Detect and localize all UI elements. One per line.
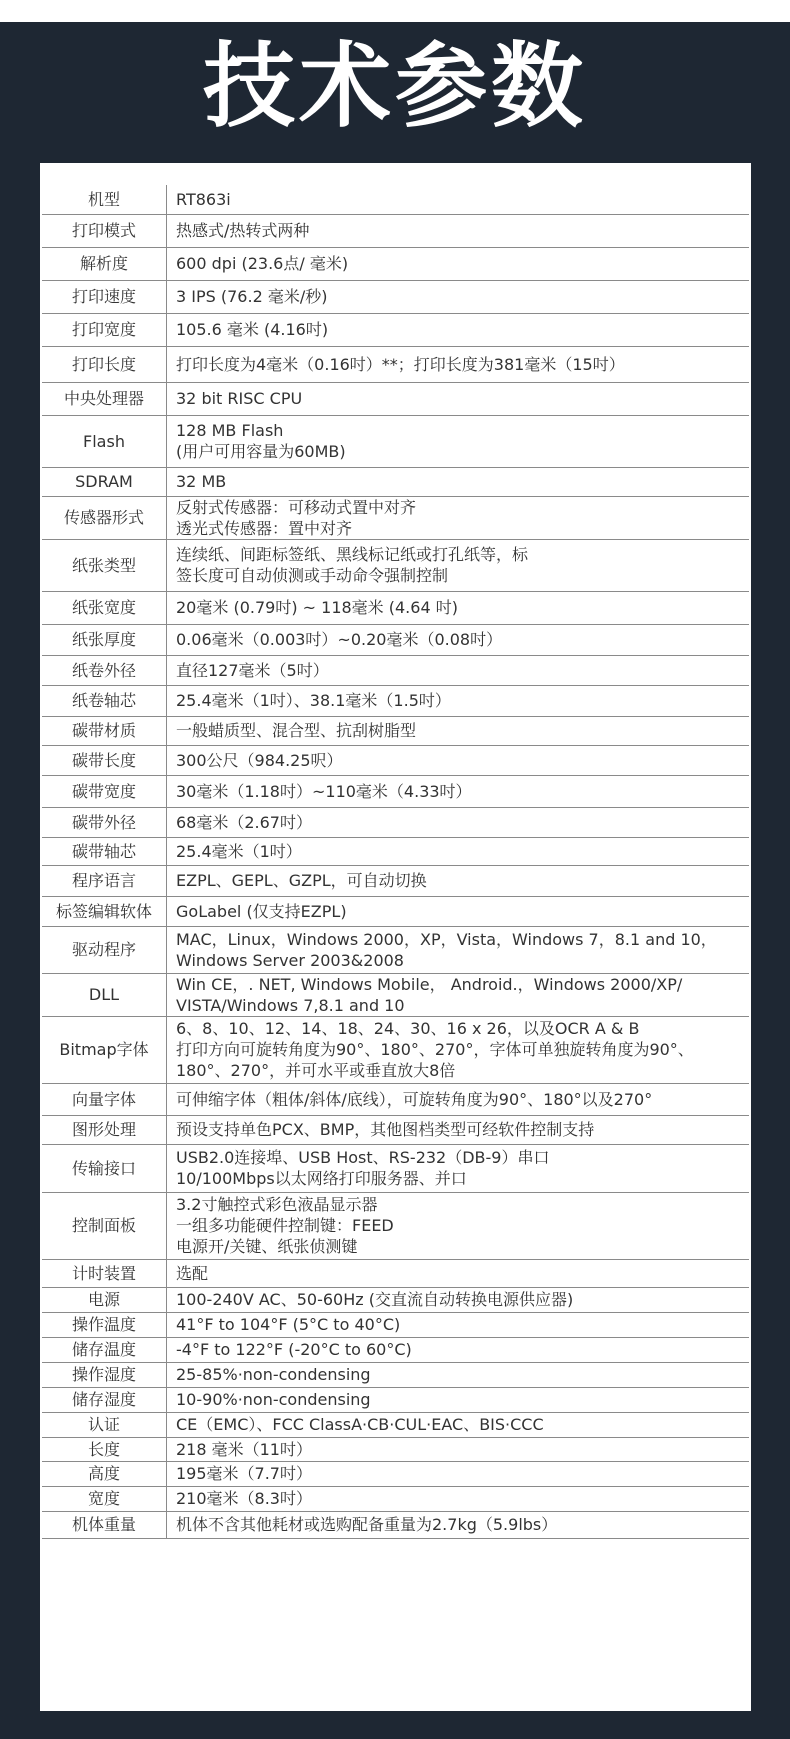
spec-row (42, 1362, 749, 1387)
spec-row (42, 1144, 749, 1192)
spec-value (167, 685, 750, 716)
spec-value (167, 280, 750, 313)
spec-label: 碳带长度 (42, 745, 167, 775)
spec-row (42, 1192, 749, 1259)
spec-value-line: RT863i (176, 189, 231, 209)
spec-row (42, 775, 749, 807)
spec-row (42, 1287, 749, 1312)
spec-value (167, 807, 750, 837)
spec-row (42, 837, 749, 865)
spec-row (42, 1083, 749, 1115)
spec-label: 宽度 (42, 1486, 167, 1511)
spec-value-line: 68毫米（2.67吋） (176, 812, 312, 832)
spec-value (167, 1287, 750, 1312)
spec-label: 碳带材质 (42, 716, 167, 745)
spec-row (42, 214, 749, 247)
spec-row (42, 1016, 749, 1083)
spec-value-line: 一般蜡质型、混合型、抗刮树脂型 (176, 721, 417, 740)
spec-label: 操作湿度 (42, 1362, 167, 1387)
spec-value-line: 10-90%·non-condensing (176, 1390, 371, 1409)
spec-row (42, 346, 749, 382)
spec-row (42, 624, 749, 655)
page-title: 技术参数 (202, 33, 587, 140)
spec-label: 计时装置 (42, 1259, 167, 1287)
spec-label: 驱动程序 (42, 926, 167, 973)
spec-value-line: 连续纸、间距标签纸、黑线标记纸或打孔纸等，标 (176, 545, 529, 564)
spec-row (42, 185, 749, 214)
spec-label: 图形处理 (42, 1115, 167, 1144)
spec-label: 解析度 (42, 247, 167, 280)
spec-label: 中央处理器 (42, 382, 167, 415)
spec-label: 认证 (42, 1412, 167, 1437)
spec-row (42, 1461, 749, 1486)
spec-value (167, 1083, 750, 1115)
spec-value-line: 可伸缩字体（粗体/斜体/底线），可旋转角度为90°、180°以及270° (176, 1089, 653, 1109)
spec-panel (40, 163, 751, 1711)
spec-value-line: 600 dpi (23.6点/ 毫米) (176, 254, 349, 273)
spec-label: Bitmap字体 (42, 1016, 167, 1083)
spec-row (42, 1511, 749, 1538)
spec-label: 纸张宽度 (42, 591, 167, 624)
spec-value-line: Win CE，. NET, Windows Mobile， Android.，Windows 2000/XP/ (176, 974, 683, 994)
spec-value (167, 973, 750, 1016)
spec-label: 纸张类型 (42, 539, 167, 591)
spec-row (42, 1337, 749, 1362)
spec-row (42, 313, 749, 346)
spec-value-line: 打印长度为4毫米（0.16吋）**；打印长度为381毫米（15吋） (176, 354, 625, 374)
spec-row (42, 655, 749, 685)
spec-value (167, 655, 750, 685)
spec-value (167, 1337, 750, 1362)
spec-row (42, 745, 749, 775)
spec-label: 控制面板 (42, 1192, 167, 1259)
spec-value (167, 313, 750, 346)
spec-value (167, 624, 750, 655)
spec-value-line: 机体不含其他耗材或选购配备重量为2.7kg（5.9lbs） (176, 1515, 558, 1534)
spec-label: DLL (42, 973, 167, 1016)
spec-row (42, 280, 749, 313)
spec-value (167, 1412, 750, 1437)
spec-row (42, 1437, 749, 1461)
spec-row (42, 896, 749, 926)
spec-value-line: 32 MB (176, 472, 227, 491)
spec-value-line: 41°F to 104°F (5°C to 40°C) (176, 1315, 401, 1334)
spec-value-line: GoLabel (仅支持EZPL) (176, 901, 347, 921)
spec-value (167, 591, 750, 624)
spec-value-line: VISTA/Windows 7,8.1 and 10 (176, 995, 405, 1015)
spec-label: Flash (42, 415, 167, 467)
spec-value-line: 打印方向可旋转角度为90°、180°、270°，字体可单独旋转角度为90°、 (176, 1040, 694, 1059)
spec-value-line: 6、8、10、12、14、18、24、30、16 x 26，以及OCR A & B (176, 1019, 640, 1038)
spec-row (42, 467, 749, 496)
spec-value (167, 346, 750, 382)
spec-value-line: Windows Server 2003&2008 (176, 950, 404, 970)
spec-value (167, 865, 750, 896)
spec-label: 电源 (42, 1287, 167, 1312)
spec-value-line: 25.4毫米（1吋）、38.1毫米（1.5吋） (176, 691, 451, 710)
spec-row (42, 926, 749, 973)
spec-value (167, 185, 750, 214)
spec-value (167, 1486, 750, 1511)
spec-row (42, 1259, 749, 1287)
spec-label: 打印速度 (42, 280, 167, 313)
spec-label: 打印模式 (42, 214, 167, 247)
spec-value-line: 选配 (176, 1263, 209, 1283)
spec-label: 打印宽度 (42, 313, 167, 346)
spec-row (42, 685, 749, 716)
spec-label: 碳带轴芯 (42, 837, 167, 865)
spec-value (167, 496, 750, 539)
spec-value-line: 10/100Mbps以太网络打印服务器、并口 (176, 1169, 467, 1188)
spec-row (42, 382, 749, 415)
spec-value (167, 1387, 750, 1412)
spec-value-line: 一组多功能硬件控制键：FEED (176, 1216, 394, 1235)
spec-row (42, 1312, 749, 1337)
spec-value-line: 300公尺（984.25呎） (176, 750, 343, 770)
spec-value (167, 1144, 750, 1192)
spec-value (167, 745, 750, 775)
spec-value-line: 预设支持单色PCX、BMP，其他图档类型可经软件控制支持 (176, 1120, 595, 1139)
spec-value-line: 签长度可自动侦测或手动命令强制控制 (176, 566, 449, 585)
spec-label: 程序语言 (42, 865, 167, 896)
spec-value (167, 214, 750, 247)
spec-row (42, 539, 749, 591)
spec-value-line: 195毫米（7.7吋） (176, 1464, 312, 1483)
spec-value (167, 837, 750, 865)
spec-value (167, 1259, 750, 1287)
spec-table-body (42, 185, 749, 1538)
spec-value-line: 30毫米（1.18吋）~110毫米（4.33吋） (176, 781, 472, 801)
spec-value (167, 896, 750, 926)
spec-table (42, 185, 749, 1539)
spec-value (167, 1437, 750, 1461)
spec-value-line: 电源开/关键、纸张侦测键 (176, 1237, 358, 1256)
spec-value-line: 25.4毫米（1吋） (176, 841, 302, 861)
spec-value-line: 32 bit RISC CPU (176, 389, 303, 408)
spec-label: 长度 (42, 1437, 167, 1461)
spec-row (42, 973, 749, 1016)
spec-row (42, 716, 749, 745)
spec-label: 传感器形式 (42, 496, 167, 539)
spec-value (167, 415, 750, 467)
spec-value (167, 247, 750, 280)
spec-value-line: USB2.0连接埠、USB Host、RS-232（DB-9）串口 (176, 1148, 550, 1167)
spec-value (167, 716, 750, 745)
spec-row (42, 1115, 749, 1144)
spec-value (167, 1362, 750, 1387)
spec-label: 碳带宽度 (42, 775, 167, 807)
spec-row (42, 1412, 749, 1437)
spec-value-line: 3 IPS (76.2 毫米/秒) (176, 287, 328, 306)
spec-value (167, 926, 750, 973)
spec-label: 机型 (42, 185, 167, 214)
spec-value-line: EZPL、GEPL、GZPL，可自动切换 (176, 871, 427, 890)
spec-value (167, 382, 750, 415)
spec-label: 标签编辑软体 (42, 896, 167, 926)
spec-label: 机体重量 (42, 1511, 167, 1538)
spec-value-line: 0.06毫米（0.003吋）~0.20毫米（0.08吋） (176, 630, 503, 649)
spec-label: 向量字体 (42, 1083, 167, 1115)
spec-label: 高度 (42, 1461, 167, 1486)
spec-value-line: 218 毫米（11吋） (176, 1439, 312, 1459)
spec-row (42, 865, 749, 896)
spec-value-line: 3.2寸触控式彩色液晶显示器 (176, 1195, 378, 1214)
spec-row (42, 1387, 749, 1412)
spec-label: 操作温度 (42, 1312, 167, 1337)
spec-value-line: 100-240V AC、50-60Hz (交直流自动转换电源供应器) (176, 1290, 574, 1309)
spec-value (167, 1461, 750, 1486)
spec-value (167, 1312, 750, 1337)
spec-label: 打印长度 (42, 346, 167, 382)
spec-value-line: 25-85%·non-condensing (176, 1365, 371, 1384)
spec-value (167, 1192, 750, 1259)
spec-row (42, 247, 749, 280)
spec-label: 纸张厚度 (42, 624, 167, 655)
spec-label: 碳带外径 (42, 807, 167, 837)
spec-row (42, 591, 749, 624)
spec-row (42, 496, 749, 539)
spec-value-line: -4°F to 122°F (-20°C to 60°C) (176, 1340, 412, 1359)
spec-value-line: 反射式传感器：可移动式置中对齐 (176, 497, 417, 517)
spec-value-line: 105.6 毫米 (4.16吋) (176, 320, 329, 339)
spec-value (167, 775, 750, 807)
spec-value (167, 1511, 750, 1538)
spec-row (42, 415, 749, 467)
spec-label: 传输接口 (42, 1144, 167, 1192)
spec-label: 纸卷外径 (42, 655, 167, 685)
spec-label: 纸卷轴芯 (42, 685, 167, 716)
spec-value-line: 直径127毫米（5吋） (176, 660, 329, 680)
spec-value-line: (用户可用容量为60MB) (176, 442, 346, 461)
spec-value-line: 128 MB Flash (176, 421, 284, 440)
spec-value (167, 1016, 750, 1083)
spec-value (167, 539, 750, 591)
spec-label: SDRAM (42, 467, 167, 496)
spec-value (167, 1115, 750, 1144)
spec-value-line: 20毫米 (0.79吋) ~ 118毫米 (4.64 吋) (176, 598, 458, 617)
spec-label: 储存湿度 (42, 1387, 167, 1412)
spec-value-line: 210毫米（8.3吋） (176, 1489, 312, 1508)
spec-value-line: 热感式/热转式两种 (176, 221, 310, 240)
spec-value-line: CE（EMC）、FCC ClassA·CB·CUL·EAC、BIS·CCC (176, 1415, 544, 1434)
spec-label: 储存温度 (42, 1337, 167, 1362)
spec-value (167, 467, 750, 496)
spec-value-line: 180°、270°，并可水平或垂直放大8倍 (176, 1061, 456, 1080)
spec-value-line: 透光式传感器：置中对齐 (176, 518, 353, 538)
spec-row (42, 1486, 749, 1511)
spec-value-line: MAC，Linux，Windows 2000，XP，Vista，Windows 7，8.1 and 10， (176, 929, 717, 949)
spec-row (42, 807, 749, 837)
